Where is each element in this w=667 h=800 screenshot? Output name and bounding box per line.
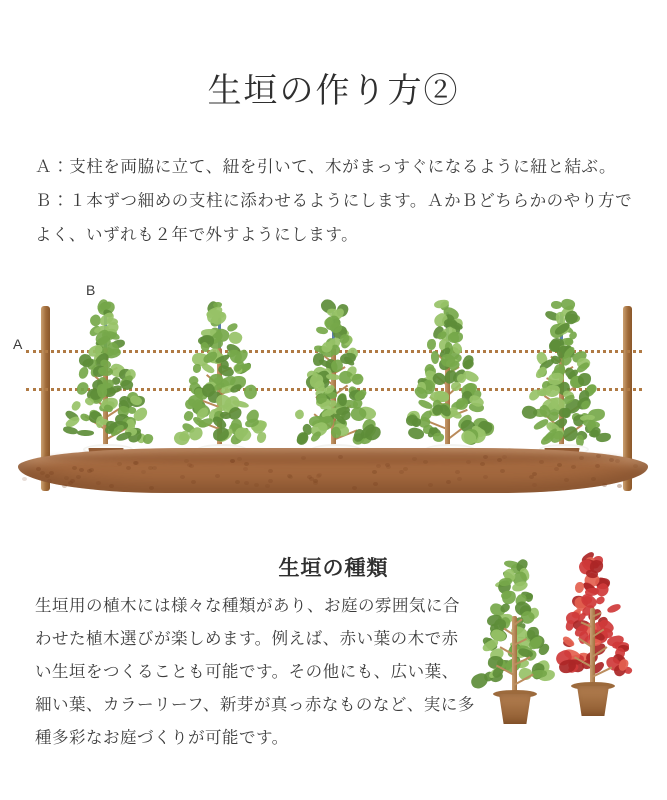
soil-speck xyxy=(376,464,381,468)
leaf-cluster xyxy=(606,603,621,614)
soil-speck xyxy=(22,477,27,481)
soil-speck xyxy=(184,459,189,463)
soil-speck xyxy=(149,486,154,490)
leaf-cluster xyxy=(62,425,78,435)
soil-speck xyxy=(215,474,220,478)
soil-speck xyxy=(557,463,562,467)
leaf-cluster xyxy=(451,382,461,391)
soil-speck xyxy=(268,469,273,473)
soil-speck xyxy=(338,455,343,459)
leaf-cluster xyxy=(406,426,425,442)
soil-speck xyxy=(532,483,537,487)
soil-speck xyxy=(180,475,185,479)
soil-speck xyxy=(591,477,596,481)
soil-speck xyxy=(49,471,54,475)
soil-speck xyxy=(455,470,460,474)
soil-speck xyxy=(579,456,584,460)
soil-speck xyxy=(47,479,52,483)
hedge-illustration xyxy=(0,278,667,513)
soil-speck xyxy=(79,468,84,472)
soil-speck xyxy=(372,470,377,474)
soil-speck xyxy=(191,480,196,484)
page-title: 生垣の作り方② xyxy=(207,71,460,110)
leaf-cluster xyxy=(142,433,154,445)
soil-speck xyxy=(483,475,488,479)
soil-speck xyxy=(89,468,94,472)
soil-speck xyxy=(237,457,242,461)
soil-speck xyxy=(602,483,607,487)
pot xyxy=(574,686,612,716)
soil-speck xyxy=(62,484,67,488)
leaf-cluster xyxy=(329,322,342,333)
sample-plant-green xyxy=(470,558,558,743)
section-body: 生垣用の植木には様々な種類があり、お庭の雰囲気に合わせた植木選びが楽しめます。例えば、赤い葉の木で赤い生垣をつくることも可能です。その他にも、広い葉、細い葉、カラーリーフ、新芽が真っ赤なものなど、実に多種多彩なお庭づくりが可能です。 xyxy=(35,596,475,747)
soil-speck xyxy=(373,482,378,486)
soil-speck xyxy=(313,479,318,483)
leaf-cluster xyxy=(78,366,90,380)
soil-speck xyxy=(64,476,69,480)
soil-speck xyxy=(609,458,614,462)
soil-speck xyxy=(235,480,240,484)
soil-speck xyxy=(595,464,600,468)
soil-speck xyxy=(483,455,488,459)
soil-speck xyxy=(446,480,451,484)
soil-speck xyxy=(141,470,146,474)
pot xyxy=(496,694,534,724)
soil-speck xyxy=(244,462,249,466)
leaf-cluster xyxy=(256,431,267,444)
soil-speck xyxy=(126,466,131,470)
soil-speck xyxy=(133,461,138,465)
soil-speck xyxy=(316,474,321,478)
leaf-cluster xyxy=(427,339,436,350)
leaf-cluster xyxy=(76,429,93,436)
leaf-cluster xyxy=(456,373,467,384)
leaf-cluster xyxy=(178,433,189,441)
leaf-cluster xyxy=(294,409,306,421)
soil-speck xyxy=(243,467,248,471)
soil-speck xyxy=(36,467,41,471)
leaf-cluster xyxy=(561,635,575,649)
soil-speck xyxy=(500,469,505,473)
soil-speck xyxy=(68,481,73,485)
sample-plants xyxy=(470,550,660,740)
soil-speck xyxy=(152,466,157,470)
soil-speck xyxy=(76,475,81,479)
soil-speck xyxy=(502,455,507,459)
soil-speck xyxy=(403,467,408,471)
leaf-cluster xyxy=(575,582,584,593)
soil-speck xyxy=(423,460,428,464)
soil-speck xyxy=(109,484,114,488)
soil-speck xyxy=(564,478,569,482)
soil-speck xyxy=(301,456,306,460)
soil-speck xyxy=(532,472,537,476)
soil-speck xyxy=(230,459,235,463)
foliage xyxy=(518,300,606,450)
soil-speck xyxy=(40,471,45,475)
soil-mound xyxy=(18,448,648,493)
soil-speck xyxy=(117,462,122,466)
soil-speck xyxy=(287,474,292,478)
soil-speck xyxy=(571,465,576,469)
foliage xyxy=(62,300,150,450)
soil-speck xyxy=(457,477,462,481)
soil-speck xyxy=(412,457,417,461)
soil-speck xyxy=(480,462,485,466)
leaf-cluster xyxy=(411,417,421,427)
foliage xyxy=(404,300,492,450)
leaf-cluster xyxy=(96,416,105,428)
leaf-cluster xyxy=(430,350,440,364)
soil-speck xyxy=(254,483,259,487)
section-heading: 生垣の種類 xyxy=(278,557,389,581)
leaf-cluster xyxy=(520,404,539,422)
soil-speck xyxy=(265,484,270,488)
leaf-cluster xyxy=(120,379,134,392)
foliage xyxy=(290,300,378,450)
soil-speck xyxy=(244,481,249,485)
leaf-cluster xyxy=(433,432,446,443)
label-b: B xyxy=(86,282,96,298)
soil-speck xyxy=(352,486,357,490)
soil-speck xyxy=(633,464,638,468)
soil-speck xyxy=(72,466,77,470)
soil-speck xyxy=(596,454,601,458)
soil-speck xyxy=(615,459,620,463)
sample-plant-red xyxy=(548,550,636,735)
soil-speck xyxy=(268,479,273,483)
soil-speck xyxy=(529,475,534,479)
leaf-cluster xyxy=(455,397,469,410)
label-a: A xyxy=(13,336,23,352)
soil-speck xyxy=(539,460,544,464)
foliage xyxy=(176,300,264,450)
soil-speck xyxy=(428,483,433,487)
soil-speck xyxy=(617,484,622,488)
soil-speck xyxy=(386,465,391,469)
leaf-cluster xyxy=(295,431,309,447)
soil-speck xyxy=(96,481,101,485)
soil-speck xyxy=(230,459,235,463)
soil-speck xyxy=(466,460,471,464)
soil-speck xyxy=(554,467,559,471)
soil-speck xyxy=(45,474,50,478)
soil-speck xyxy=(497,458,502,462)
intro-paragraph: Ａ：支柱を両脇に立て、紐を引いて、木がまっすぐになるように紐と結ぶ。Ｂ：１本ずつ細めの支柱に添わせるようにします。ＡかＢどちらかのやり方でよく、いずれも２年で外すようにします。 xyxy=(35,157,633,244)
leaf-cluster xyxy=(461,353,475,369)
